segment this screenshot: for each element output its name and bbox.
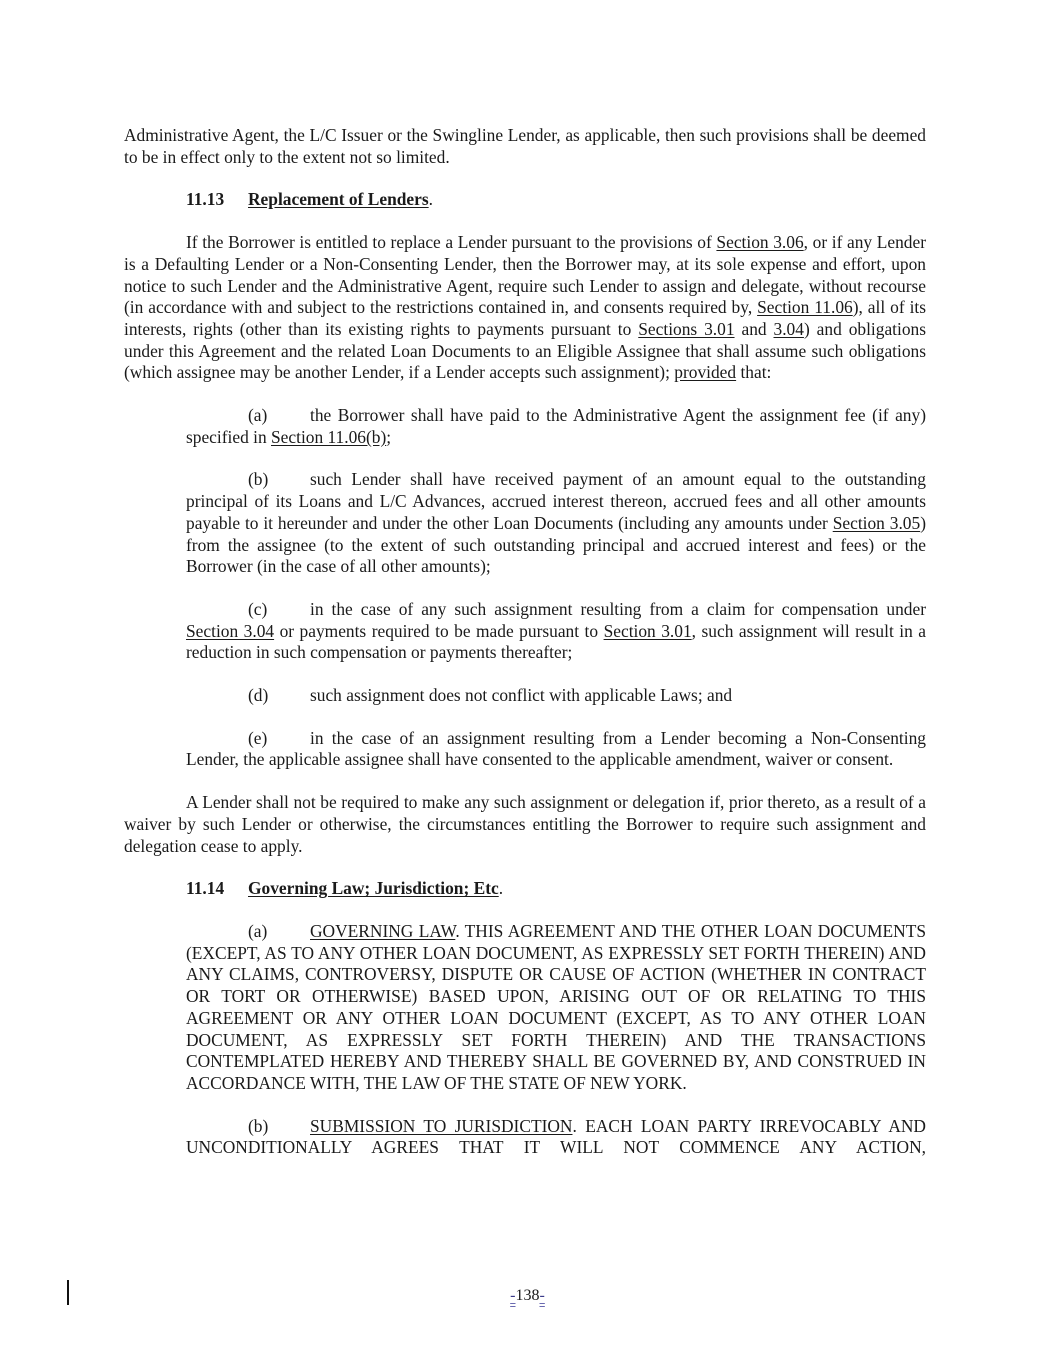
- cross-reference: Section 3.04: [186, 620, 275, 641]
- cross-reference: 3.04: [773, 318, 804, 339]
- clause-label: (d): [248, 685, 269, 706]
- clause-a: (a) the Borrower shall have paid to the Administrative Agent the assignment fee (if any) specified in Section 11.06(b);: [186, 405, 926, 447]
- clause-caption: SUBMISSION TO JURISDICTION: [310, 1115, 573, 1136]
- cross-reference: Section 3.05: [832, 512, 921, 533]
- non-required-assignment-paragraph: A Lender shall not be required to make any such assignment or delegation if, prior thereto, as a result of a waiver by such Lender or otherwise, the circumstances entitling the Borrower to require such assignment and delegation cease to apply.: [124, 792, 926, 856]
- clause-label: (b): [248, 1115, 269, 1136]
- clause-caption: GOVERNING LAW: [310, 920, 456, 941]
- page-footer: [0, 1285, 1055, 1307]
- clause-c: (c) in the case of any such assignment resulting from a claim for compensation under Section 3.04 or payments required to be made pursuant to Section 3.01, such assignment will result in a reduction in such compensation or payments thereafter;: [186, 598, 927, 663]
- section-number: 11.14: [186, 878, 225, 899]
- document-page: [124, 125, 926, 1180]
- intro-paragraph: Administrative Agent, the L/C Issuer or the Swingline Lender, as applicable, then such provisions shall be deemed to be in effect only to the extent not so limited.: [124, 125, 926, 167]
- cross-reference: Section 11.06(b): [271, 426, 387, 447]
- clause-label: (a): [248, 405, 268, 426]
- clause-e: (e) in the case of an assignment resulting from a Lender becoming a Non-Consenting Lender, the applicable assignee shall have consented to the applicable amendment, waiver or consent.: [186, 727, 926, 770]
- cross-reference: Section 11.06: [757, 297, 853, 318]
- page-number: 138: [515, 1287, 540, 1304]
- section-heading-11-14: 11.14 Governing Law; Jurisdiction; Etc.: [186, 878, 504, 899]
- section-heading-11-13: 11.13 Replacement of Lenders.: [186, 189, 433, 210]
- replacement-paragraph: If the Borrower is entitled to replace a Lender pursuant to the provisions of Section 3.06, or if any Lender is a Defaulting Lender or a Non-Consenting Lender, then the Borrower may, at its sole expense and effort, upon notice to such Lender and the Administrative Agent, require such Lender to assign and delegate, without recourse (in accordance with and subject to the restrictions contained in, and consents required by, Section 11.06), all of its interests, rights (other than its existing rights to payments pursuant to Sections 3.01 and 3.04) and obligations under this Agreement and the related Loan Documents to an Eligible Assignee that shall assume such obligations (which assignee may be another Lender, if a Lender accepts such assignment); provided that:: [124, 232, 927, 383]
- section-title: Replacement of Lenders: [248, 189, 429, 210]
- clause-label: (a): [248, 920, 268, 941]
- clause-label: (b): [248, 469, 269, 490]
- cross-reference: Section 3.06: [716, 232, 804, 253]
- clause-submission-to-jurisdiction: (b) SUBMISSION TO JURISDICTION. EACH LOAN PARTY IRREVOCABLY AND UNCONDITIONALLY AGREES THAT IT WILL NOT COMMENCE ANY ACTION,: [186, 1115, 926, 1158]
- cross-reference: Section 3.01: [603, 620, 692, 641]
- clause-d: (d) such assignment does not conflict with applicable Laws; and: [248, 685, 733, 706]
- inserted-dash: -: [539, 1287, 545, 1304]
- clause-b: (b) such Lender shall have received payment of an amount equal to the outstanding principal of its Loans and L/C Advances, accrued interest thereon, accrued fees and all other amounts payable to it hereunder and under the other Loan Documents (including any amounts under Section 3.05) from the assignee (to the extent of such outstanding principal and accrued interest and fees) or the Borrower (in the case of all other amounts);: [186, 469, 926, 577]
- clause-governing-law: (a) GOVERNING LAW. THIS AGREEMENT AND THE OTHER LOAN DOCUMENTS (EXCEPT, AS TO ANY OTHER LOAN DOCUMENT, AS EXPRESSLY SET FORTH THEREIN) AND ANY CLAIMS, CONTROVERSY, DISPUTE OR CAUSE OF ACTION (WHETHER IN CONTRACT OR TORT OR OTHERWISE) BASED UPON, ARISING OUT OF OR RELATING TO THIS AGREEMENT OR ANY OTHER LOAN DOCUMENT (EXCEPT, AS TO ANY OTHER LOAN DOCUMENT, AS EXPRESSLY SET FORTH THEREIN) AND THE TRANSACTIONS CONTEMPLATED HEREBY AND THEREBY SHALL BE GOVERNED BY, AND CONSTRUED IN ACCORDANCE WITH, THE LAW OF THE STATE OF NEW YORK.: [186, 920, 926, 1093]
- cross-reference: Sections 3.01: [638, 318, 735, 339]
- defined-term-provided: provided: [674, 362, 737, 383]
- section-number: 11.13: [186, 189, 225, 210]
- section-title: Governing Law; Jurisdiction; Etc: [248, 878, 499, 899]
- inserted-dash: -: [510, 1287, 516, 1304]
- clause-label: (c): [248, 598, 268, 619]
- clause-label: (e): [248, 727, 268, 748]
